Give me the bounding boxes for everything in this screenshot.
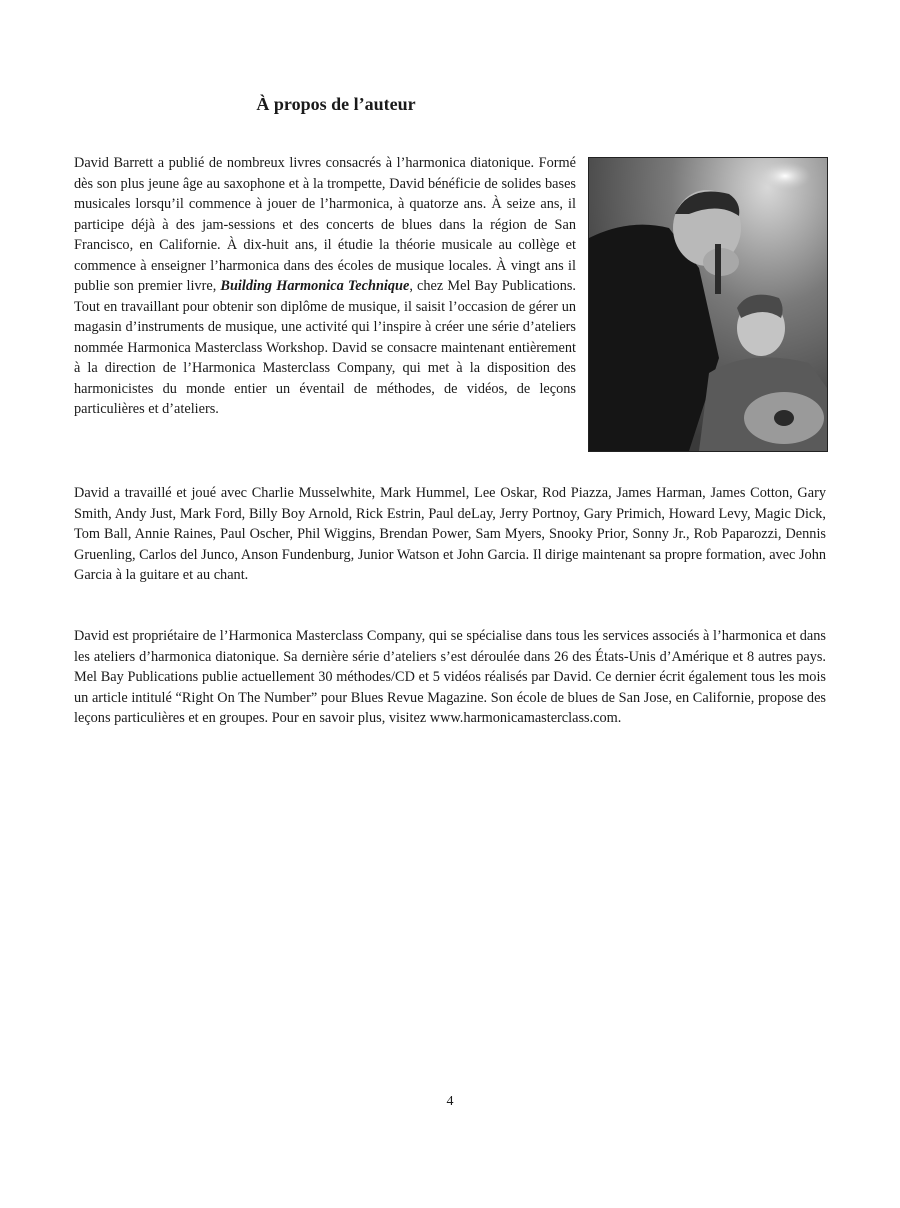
- author-photo-image: [589, 158, 827, 451]
- bio-paragraph-2: David a travaillé et joué avec Charlie Musselwhite, Mark Hummel, Lee Oskar, Rod Piazza, James Harman, James Cotton, Gary Smith, Andy Just, Mark Ford, Billy Boy Arnold, Rick Estrin, Paul deLay, Jerry Portnoy, Gary Primich, Howard Levy, Magic Dick, Tom Ball, Annie Raines, Paul Oscher, Phil Wiggins, Brendan Power, Sam Myers, Snooky Prior, Sonny Jr., Rob Paparozzi, Dennis Gruenling, Carlos del Junco, Anson Fundenburg, Junior Watson et John Garcia. Il dirige maintenant sa propre formation, avec John Garcia à la guitare et au chant.: [74, 485, 826, 583]
- bio-text-after: , chez Mel Bay Publications. Tout en travaillant pour obtenir son diplôme de musique, il saisit l’occasion de gérer un magasin d’instruments de musique, une activité qui l’inspire à créer une série d’ateliers nommée Harmonica Masterclass Workshop. David se consacre maintenant entièrement à la direction de l’Harmonica Masterclass Company, qui met à la disposition des harmonicistes du monde entier un éventail de méthodes, de vidéos, de leçons particulières et d’ateliers.: [74, 278, 576, 417]
- page-number: 4: [446, 1094, 454, 1109]
- page-title: À propos de l’auteur: [256, 94, 416, 114]
- bio-paragraph-1: [74, 153, 576, 420]
- bio-text-before: David Barrett a publié de nombreux livres consacrés à l’harmonica diatonique. Formé dès son plus jeune âge au saxophone et à la trompette, David bénéficie de solides bases musicales lorsqu’il commence à jouer de l’harmonica, à quatorze ans. À seize ans, il participe déjà à des jam-sessions et des concerts de blues dans la région de San Francisco, en Californie. À dix-huit ans, il étudie la théorie musicale au collège et commence à enseigner l’harmonica dans des écoles de musique locales. À vingt ans il publie son premier livre,: [74, 155, 576, 294]
- bio-paragraph-3: David est propriétaire de l’Harmonica Masterclass Company, qui se spécialise dans tous les services associés à l’harmonica et dans les ateliers d’harmonica diatonique. Sa dernière série d’ateliers s’est déroulée dans 26 des États-Unis d’Amérique et 8 autres pays. Mel Bay Publications publie actuellement 30 méthodes/CD et 5 vidéos réalisés par David. Ce dernier écrit également tous les mois un article intitulé “Right On The Number” pour Blues Revue Magazine. Son école de blues de San Jose, en Californie, propose des leçons particulières et en groupes. Pour en savoir plus, visitez www.harmonicamasterclass.com.: [74, 628, 826, 726]
- book-title: Building Harmonica Technique: [220, 278, 410, 294]
- author-photo: [588, 157, 828, 452]
